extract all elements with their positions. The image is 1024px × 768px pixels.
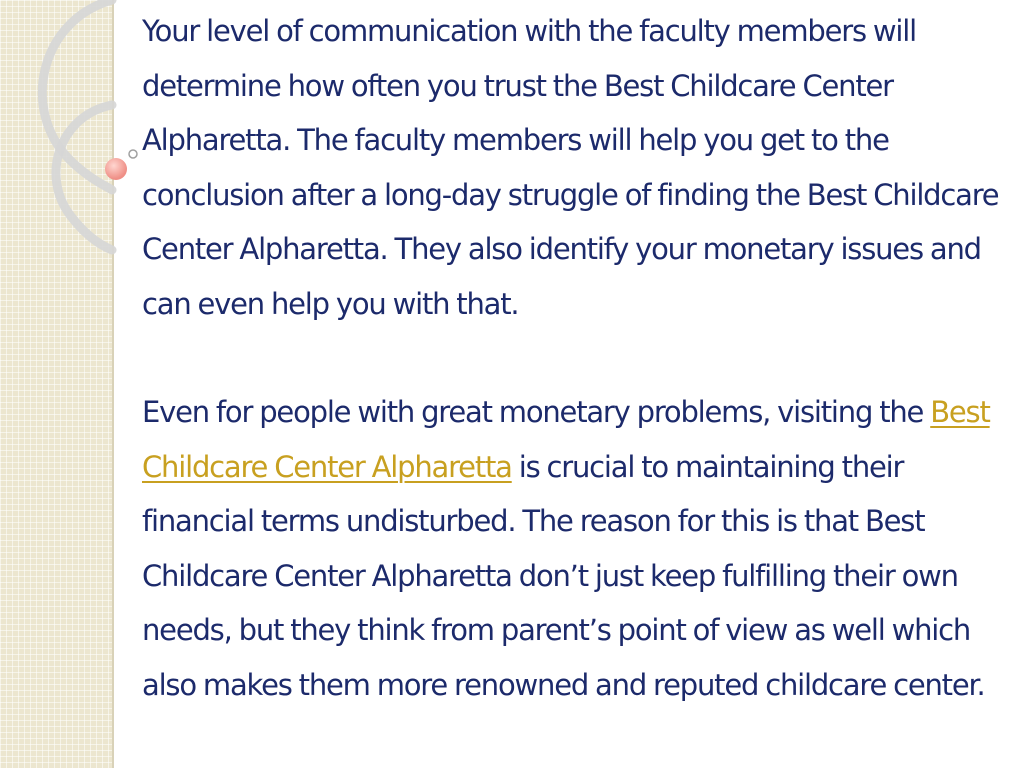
childcare-center-link[interactable]: Best Childcare Center Alpharetta	[142, 395, 990, 484]
paragraph-text-before-link: Even for people with great monetary problems, visiting the	[142, 395, 931, 429]
ornament-dot-icon	[105, 158, 127, 180]
paragraph-communication: Your level of communication with the faculty members will determine how often you trust the Best Childcare Center Alpharetta. The faculty members will help you get to the conclusion after a long-day struggle of finding the Best Childcare Center Alpharetta. They also identify your monetary issues and can even help you with that.	[142, 14, 999, 321]
paragraph-monetary	[142, 385, 1012, 712]
decorative-ornament	[0, 0, 150, 300]
slide-body	[142, 4, 1012, 712]
paragraph-text-after-link: is crucial to maintaining their financial terms undisturbed. The reason for this is that Best Childcare Center Alpharetta don’t just keep fulfilling their own needs, but they think from parent’s point of view as well which also makes them more renowned and reputed childcare center.	[142, 449, 985, 702]
ornament-ring-icon	[129, 150, 137, 158]
